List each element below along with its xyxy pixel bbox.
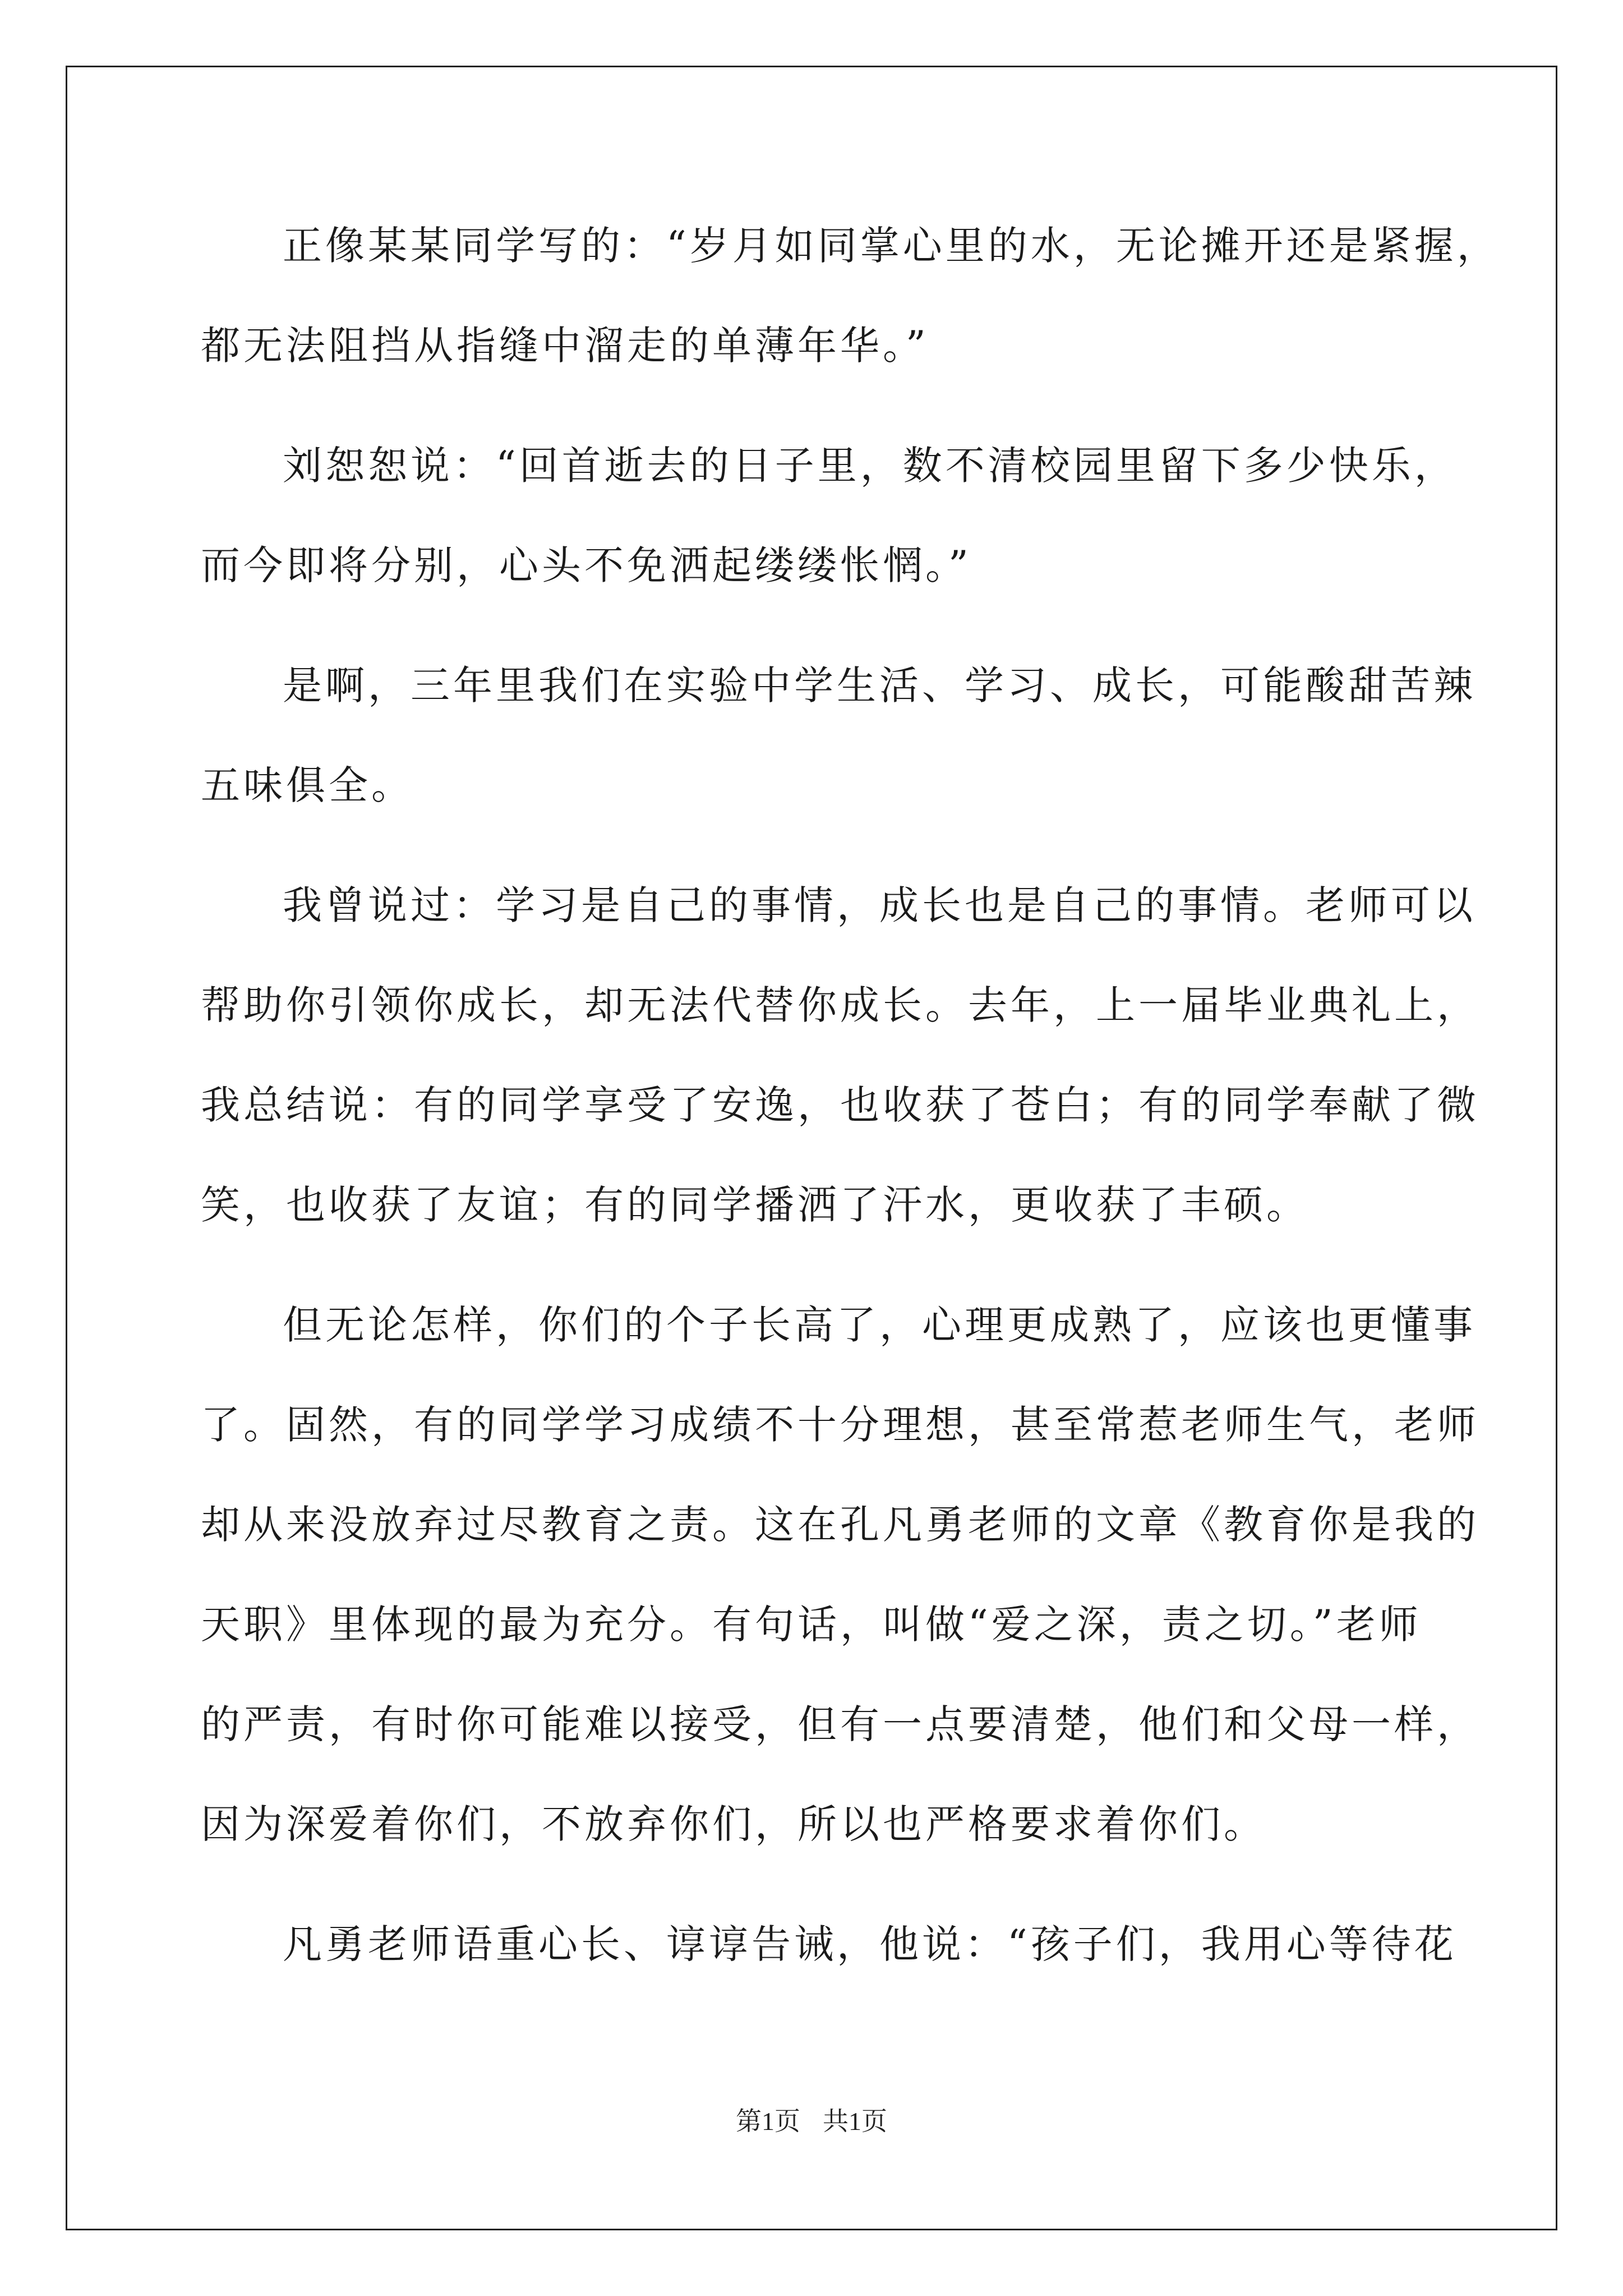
paragraph-line: 都无法阻挡从指缝中溜走的单薄年华。” [201,323,929,369]
paragraph-line: 凡勇老师语重心长、谆谆告诫，他说：“孩子们，我用心等待花 [283,1921,1457,1967]
paragraph-line: 我曾说过：学习是自己的事情，成长也是自己的事情。老师可以 [283,882,1476,928]
paragraph-line: 帮助你引领你成长，却无法代替你成长。去年，上一届毕业典礼上， [201,982,1479,1028]
page-border [66,66,1557,2230]
paragraph-line: 笑，也收获了友谊；有的同学播洒了汗水，更收获了丰硕。 [201,1182,1309,1228]
paragraph-line: 是啊，三年里我们在实验中学生活、学习、成长，可能酸甜苦辣 [283,662,1476,708]
paragraph-line: 的严责，有时你可能难以接受，但有一点要清楚，他们和父母一样， [201,1701,1479,1747]
paragraph-line: 天职》里体现的最为充分。有句话，叫做“爱之深，责之切。”老师 [201,1602,1422,1648]
page-number: 第1页 [736,2107,800,2136]
paragraph-line: 但无论怎样，你们的个子长高了，心理更成熟了，应该也更懂事 [283,1302,1476,1348]
paragraph-line: 却从来没放弃过尽教育之责。这在孔凡勇老师的文章《教育你是我的 [201,1502,1479,1548]
paragraph-line: 五味俱全。 [201,762,414,808]
page-footer [0,2105,1623,2138]
paragraph-line: 我总结说：有的同学享受了安逸，也收获了苍白；有的同学奉献了微 [201,1082,1479,1128]
paragraph-line: 而今即将分别，心头不免洒起缕缕怅惘。” [201,542,972,588]
paragraph-line: 正像某某同学写的：“岁月如同掌心里的水，无论摊开还是紧握， [283,223,1500,269]
paragraph-line: 因为深爱着你们，不放弃你们，所以也严格要求着你们。 [201,1801,1266,1847]
paragraph-line: 了。固然，有的同学学习成绩不十分理想，甚至常惹老师生气，老师 [201,1402,1479,1448]
paragraph-line: 刘恕恕说：“回首逝去的日子里，数不清校园里留下多少快乐， [283,443,1457,489]
page-total: 共1页 [823,2107,887,2136]
